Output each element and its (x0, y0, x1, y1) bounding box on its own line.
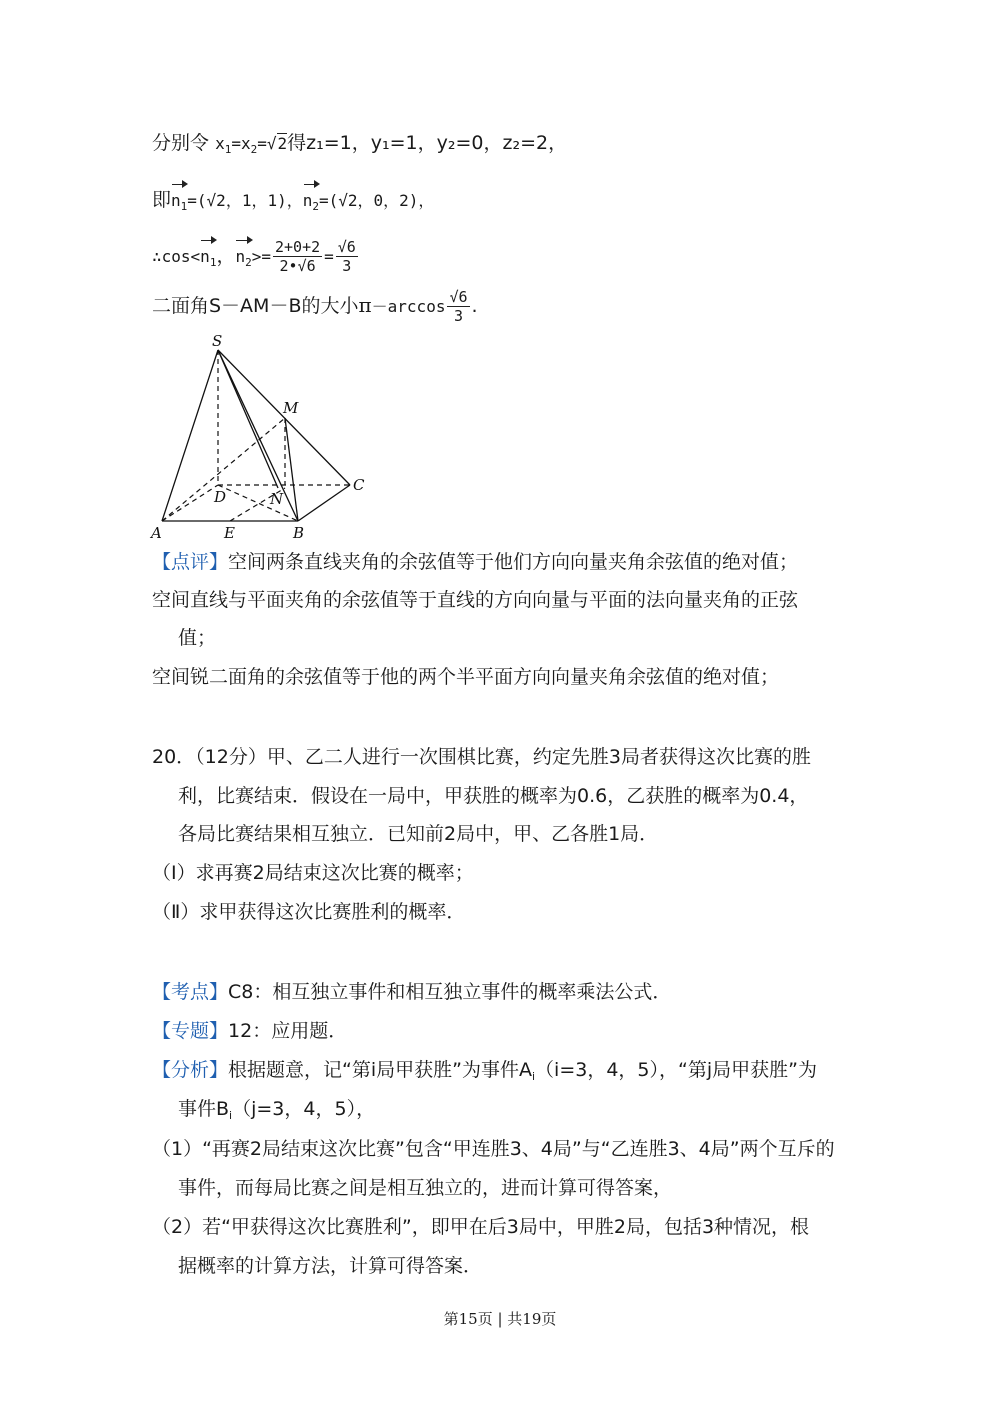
fraction-2 (336, 238, 358, 275)
arccos-text: －arccos (371, 297, 446, 316)
label-A: A (151, 524, 162, 542)
comment-line-1 (152, 548, 798, 576)
analysis-part-2-line-2: 据概率的计算方法，计算可得答案． (178, 1255, 483, 1277)
solution-line-3 (152, 238, 360, 277)
sqrt-2: √2 (266, 134, 288, 153)
gt-equals: >= (251, 247, 271, 266)
label-C: C (353, 476, 365, 494)
edge-BC (298, 485, 350, 521)
period: . (471, 295, 478, 317)
sub-2: 2 (312, 200, 319, 213)
equals: = (231, 134, 241, 153)
vector-n1 (200, 243, 216, 277)
n2-value: =(√2，0，2)， (318, 191, 435, 210)
fenxi-text-2b: （j=3，4，5）， (232, 1098, 376, 1120)
zhuanti-text: 12：应用题． (228, 1020, 348, 1042)
label-S: S (212, 332, 223, 350)
equals: = (324, 247, 334, 266)
comment-line-3: 值； (178, 627, 217, 649)
fraction-arccos (447, 288, 469, 325)
var-n2: n (235, 247, 246, 266)
text-prefix: 分别令 (152, 132, 210, 154)
n1-value: =(√2，1，1)， (187, 191, 303, 210)
vector-n2 (303, 187, 319, 221)
sub-i: i (531, 1070, 536, 1083)
var-n2: n (302, 191, 313, 210)
edge-SA (162, 350, 218, 521)
solution-line-1 (152, 129, 567, 164)
sub-i: i (229, 1109, 233, 1122)
fenxi-text-1b: （i=3，4，5），“第j局甲获胜”为 (535, 1059, 817, 1081)
label-B: B (293, 524, 305, 542)
vector-n1 (171, 187, 187, 221)
analysis-part-1-line-2: 事件，而每局比赛之间是相互独立的，进而计算可得答案， (178, 1177, 673, 1199)
comment-line-4: 空间锐二面角的余弦值等于他的两个半平面方向向量夹角余弦值的绝对值； (152, 666, 780, 688)
frac-denominator: 2•√6 (279, 257, 316, 275)
fenxi-text-1a: 根据题意，记“第i局甲获胜”为事件A (228, 1059, 532, 1081)
pi-symbol: π (358, 293, 372, 317)
edge-DB (218, 485, 298, 521)
pyramid-figure (140, 328, 380, 546)
comment-text-1: 空间两条直线夹角的余弦值等于他们方向向量夹角余弦值的绝对值； (228, 551, 799, 573)
math-x2 (240, 134, 258, 156)
zhuanti-line (152, 1017, 347, 1045)
problem-20-line-1: 20．（12分）甲、乙二人进行一次围棋比赛，约定先胜3局者获得这次比赛的胜 (152, 746, 811, 768)
equals-2: = (257, 134, 267, 153)
sub-1: 1 (224, 143, 232, 156)
var-n1: n (200, 247, 210, 266)
kaodian-text: C8：相互独立事件和相互独立事件的概率乘法公式． (228, 981, 672, 1003)
frac-denominator: 3 (453, 307, 464, 325)
text-prefix: 即 (152, 189, 172, 211)
sub-2: 2 (245, 256, 252, 269)
sub-1: 1 (180, 200, 188, 213)
problem-20-line-3: 各局比赛结果相互独立．已知前2局中，甲、乙各胜1局． (178, 823, 659, 845)
vector-n2 (235, 243, 251, 277)
label-E: E (224, 524, 235, 542)
radicand: 2 (277, 134, 288, 153)
var-x1: x (215, 134, 225, 153)
cos-prefix: ∴cos< (152, 247, 201, 266)
var-n1: n (171, 191, 181, 210)
frac-denominator: 3 (342, 257, 352, 275)
comment-line-2: 空间直线与平面夹角的余弦值等于直线的方向向量与平面的法向量夹角的正弦 (152, 589, 799, 611)
text-de: 得 (287, 132, 307, 154)
frac-numerator: 2+0+2 (274, 238, 321, 256)
label-D: D (214, 488, 227, 506)
page-footer: 第15页 | 共19页 (443, 1310, 557, 1328)
fraction-1 (273, 238, 322, 275)
kaodian-line (152, 978, 671, 1006)
comment-tag: 【点评】 (152, 551, 229, 573)
fenxi-line-2 (178, 1095, 375, 1130)
solution-line-2 (152, 186, 434, 221)
zhuanti-tag: 【专题】 (152, 1020, 229, 1042)
edge-MB (285, 418, 298, 521)
solution-line-4 (152, 288, 478, 325)
frac-numerator: √6 (449, 288, 468, 306)
fenxi-tag: 【分析】 (152, 1059, 229, 1081)
problem-20-part-1: （Ⅰ）求再赛2局结束这次比赛的概率； (152, 862, 474, 884)
label-N: N (270, 490, 284, 508)
comma: ， (216, 245, 236, 267)
analysis-part-1-line-1: （1）“再赛2局结束这次比赛”包含“甲连胜3、4局”与“乙连胜3、4局”两个互斥的 (152, 1138, 835, 1160)
problem-20-line-2: 利，比赛结束．假设在一局中，甲获胜的概率为0.6，乙获胜的概率为0.4， (178, 785, 809, 807)
sub-2: 2 (250, 143, 258, 156)
results-text: z₁=1，y₁=1，y₂=0，z₂=2， (306, 132, 568, 154)
label-M: M (283, 399, 299, 417)
problem-20-part-2: （Ⅱ）求甲获得这次比赛胜利的概率． (152, 901, 466, 923)
edge-AD (162, 485, 218, 521)
sub-1: 1 (209, 256, 217, 269)
kaodian-tag: 【考点】 (152, 981, 229, 1003)
edge-SB (218, 350, 298, 521)
var-x2: x (240, 134, 251, 153)
fenxi-line-1 (152, 1056, 817, 1091)
math-x1 (215, 134, 232, 156)
dihedral-text: 二面角S－AM－B的大小 (152, 295, 359, 317)
edge-SC (218, 350, 350, 485)
fenxi-text-2a: 事件B (178, 1098, 230, 1120)
frac-numerator: √6 (337, 238, 356, 256)
analysis-part-2-line-1: （2）若“甲获得这次比赛胜利”，即甲在后3局中，甲胜2局，包括3种情况，根 (152, 1216, 810, 1238)
